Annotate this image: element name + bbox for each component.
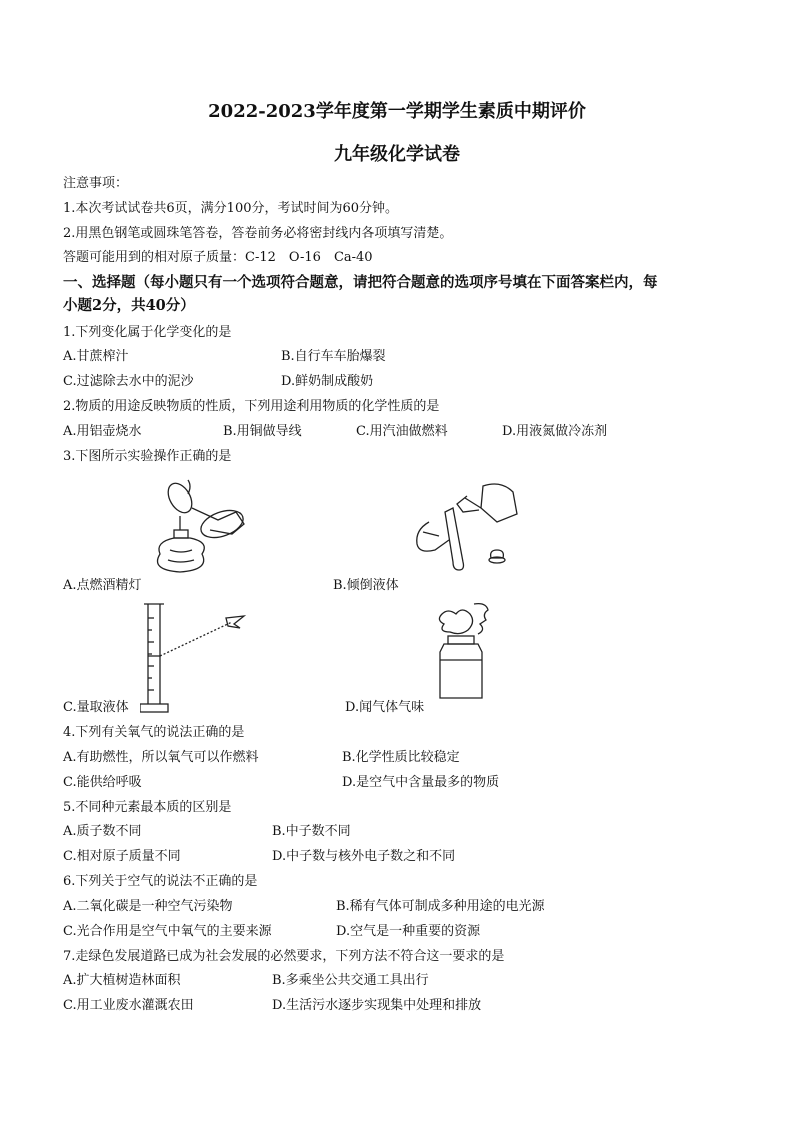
q4-stem: 4.下列有关氧气的说法正确的是: [63, 725, 245, 740]
q5-stem: 5.不同种元素最本质的区别是: [63, 800, 232, 815]
section-1-line-2: 小题2分，共40分）: [63, 297, 195, 314]
note-2: 2.用黑色钢笔或圆珠笔答卷，答卷前务必将密封线内各项填写清楚。: [63, 226, 453, 241]
q4-option-a: A.有助燃性，所以氧气可以作燃料: [63, 750, 259, 765]
q7-option-c: C.用工业废水灌溉农田: [63, 998, 194, 1013]
q3-option-d: D.闻气体气味: [345, 700, 425, 715]
q6-option-a: A.二氧化碳是一种空气污染物: [63, 899, 233, 914]
q5-option-b: B.中子数不同: [272, 824, 351, 839]
alcohol-lamp-figure: [140, 472, 260, 584]
measuring-cylinder-figure: [140, 600, 260, 718]
q1-option-d: D.鲜奶制成酸奶: [281, 374, 374, 389]
q3-option-c: C.量取液体: [63, 700, 129, 715]
q2-option-a: A.用铝壶烧水: [63, 424, 142, 439]
q1-option-b: B.自行车车胎爆裂: [281, 349, 386, 364]
q5-option-c: C.相对原子质量不同: [63, 849, 181, 864]
q6-option-d: D.空气是一种重要的资源: [336, 924, 481, 939]
q2-option-d: D.用液氮做冷冻剂: [502, 424, 608, 439]
pouring-liquid-figure: [405, 478, 533, 584]
atomic-mass-note: 答题可能用到的相对原子质量：C-12 O-16 Ca-40: [63, 250, 373, 265]
q4-option-b: B.化学性质比较稳定: [342, 750, 460, 765]
exam-subtitle: 九年级化学试卷: [334, 144, 460, 165]
q7-stem: 7.走绿色发展道路已成为社会发展的必然要求，下列方法不符合这一要求的是: [63, 949, 505, 964]
smelling-gas-figure: [430, 600, 502, 704]
q3-option-a: A.点燃酒精灯: [63, 578, 142, 593]
q2-stem: 2.物质的用途反映物质的性质，下列用途利用物质的化学性质的是: [63, 399, 440, 414]
q2-option-c: C.用汽油做燃料: [356, 424, 448, 439]
q6-stem: 6.下列关于空气的说法不正确的是: [63, 874, 258, 889]
q7-option-b: B.多乘坐公共交通工具出行: [272, 973, 429, 988]
q5-option-d: D.中子数与核外电子数之和不同: [272, 849, 456, 864]
section-1-heading: [63, 271, 743, 317]
q4-option-c: C.能供给呼吸: [63, 775, 142, 790]
q1-option-c: C.过滤除去水中的泥沙: [63, 374, 194, 389]
q4-option-d: D.是空气中含量最多的物质: [342, 775, 500, 790]
notes-heading: 注意事项：: [63, 176, 129, 191]
q6-option-b: B.稀有气体可制成多种用途的电光源: [336, 899, 545, 914]
q5-option-a: A.质子数不同: [63, 824, 142, 839]
exam-title: 2022-2023学年度第一学期学生素质中期评价: [208, 101, 586, 122]
q3-option-b: B.倾倒液体: [333, 578, 399, 593]
q7-option-d: D.生活污水逐步实现集中处理和排放: [272, 998, 482, 1013]
note-1: 1.本次考试试卷共6页，满分100分，考试时间为60分钟。: [63, 201, 399, 216]
q6-option-c: C.光合作用是空气中氧气的主要来源: [63, 924, 272, 939]
q2-option-b: B.用铜做导线: [223, 424, 302, 439]
q1-option-a: A.甘蔗榨汁: [63, 349, 129, 364]
q1-stem: 1.下列变化属于化学变化的是: [63, 325, 232, 340]
q7-option-a: A.扩大植树造林面积: [63, 973, 181, 988]
q3-stem: 3.下图所示实验操作正确的是: [63, 449, 232, 464]
section-1-line-1: 一、选择题（每小题只有一个选项符合题意，请把符合题意的选项序号填在下面答案栏内，每: [63, 274, 658, 291]
